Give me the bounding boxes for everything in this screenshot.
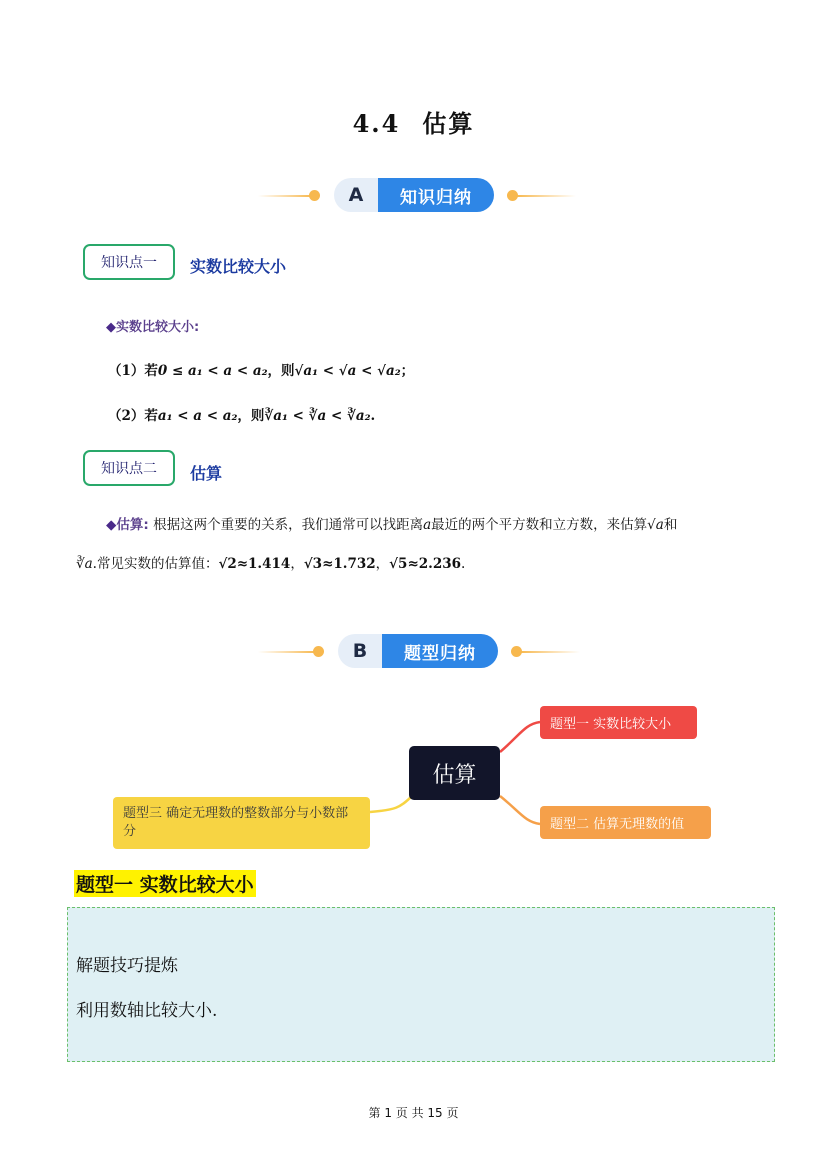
kp2-label-text: 估算: <box>116 517 149 533</box>
section-b-letter: B <box>338 634 382 668</box>
line2-result: ∛a₁ < ∛a < ∛a₂ <box>264 408 371 424</box>
section-number: 4.4 <box>352 109 401 138</box>
section-a-banner <box>0 176 827 216</box>
line2-mid: ，则 <box>237 408 265 424</box>
mindmap-center: 估算 <box>409 746 500 800</box>
knowledge-point-2-heading: 估算 <box>190 464 223 483</box>
kp1-subtitle <box>106 316 199 335</box>
page-title <box>0 104 827 139</box>
estimate-sqrt5: √5≈2.236 <box>389 556 462 572</box>
line2-prefix: （2）若 <box>108 408 158 424</box>
section-b-banner <box>0 632 827 672</box>
line2-condition: a₁ < a < a₂ <box>157 408 238 424</box>
type-1-heading: 题型一 实数比较大小 <box>74 870 256 897</box>
kp2-text-3: .常见实数的估算值： <box>92 556 219 572</box>
section-a-pill <box>334 178 494 212</box>
mindmap-node-type-1: 题型一 实数比较大小 <box>540 706 697 739</box>
banner-line-left <box>258 651 316 653</box>
connector-red <box>500 722 540 752</box>
kp2-paragraph-line-2 <box>76 554 465 574</box>
knowledge-point-1-heading: 实数比较大小 <box>190 257 287 276</box>
kp1-line-1 <box>108 359 414 379</box>
line1-result: √a₁ < √a < √a₂ <box>294 363 401 379</box>
page-footer: 第 1 页 共 15 页 <box>368 1106 459 1120</box>
kp1-line-2 <box>108 404 375 424</box>
diamond-icon: ◆ <box>106 517 117 533</box>
kp2-cbrt-a: ∛a <box>76 556 93 572</box>
banner-line-right <box>520 651 580 653</box>
connector-yellow <box>370 796 412 812</box>
line1-mid: ，则 <box>267 363 295 379</box>
kp2-and: 和 <box>663 517 678 533</box>
banner-dot-left <box>309 190 320 201</box>
diamond-icon: ◆ <box>106 320 116 335</box>
sep-2: ， <box>375 556 390 572</box>
kp2-text-2: 最近的两个平方数和立方数，来估算 <box>431 517 648 533</box>
section-a-letter: A <box>334 178 378 212</box>
line1-end: ； <box>400 363 415 379</box>
mindmap-node-type-3: 题型三 确定无理数的整数部分与小数部分 <box>113 797 370 849</box>
kp2-variable: a <box>423 517 432 533</box>
tip-text: 利用数轴比较大小. <box>76 1001 218 1021</box>
mindmap-node-type-2: 题型二 估算无理数的值 <box>540 806 711 839</box>
section-a-label: 知识归纳 <box>378 178 494 212</box>
banner-dot-left <box>313 646 324 657</box>
kp2-sqrt-a: √a <box>647 517 664 533</box>
section-b-pill <box>338 634 498 668</box>
banner-line-right <box>516 195 576 197</box>
sep-1: ， <box>290 556 304 572</box>
knowledge-point-2-box: 知识点二 <box>83 450 175 486</box>
line2-end: . <box>370 408 376 424</box>
estimate-sqrt2: √2≈1.414 <box>218 556 291 572</box>
line1-prefix: （1）若 <box>108 363 158 379</box>
kp2-label <box>106 517 149 533</box>
estimate-sqrt3: √3≈1.732 <box>303 556 376 572</box>
kp1-subtitle-text: 实数比较大小: <box>116 320 200 335</box>
tip-title: 解题技巧提炼 <box>76 956 178 976</box>
banner-line-left <box>258 195 312 197</box>
knowledge-point-1-box: 知识点一 <box>83 244 175 280</box>
tip-box <box>67 907 775 1062</box>
kp2-text-1: 根据这两个重要的关系，我们通常可以找距离 <box>153 517 424 533</box>
kp2-paragraph-line-1 <box>106 515 677 535</box>
title-text: 估算 <box>422 109 475 138</box>
line1-condition: 0 ≤ a₁ < a < a₂ <box>157 363 268 379</box>
section-b-label: 题型归纳 <box>382 634 498 668</box>
kp2-end: . <box>461 556 466 572</box>
connector-orange <box>500 796 540 824</box>
